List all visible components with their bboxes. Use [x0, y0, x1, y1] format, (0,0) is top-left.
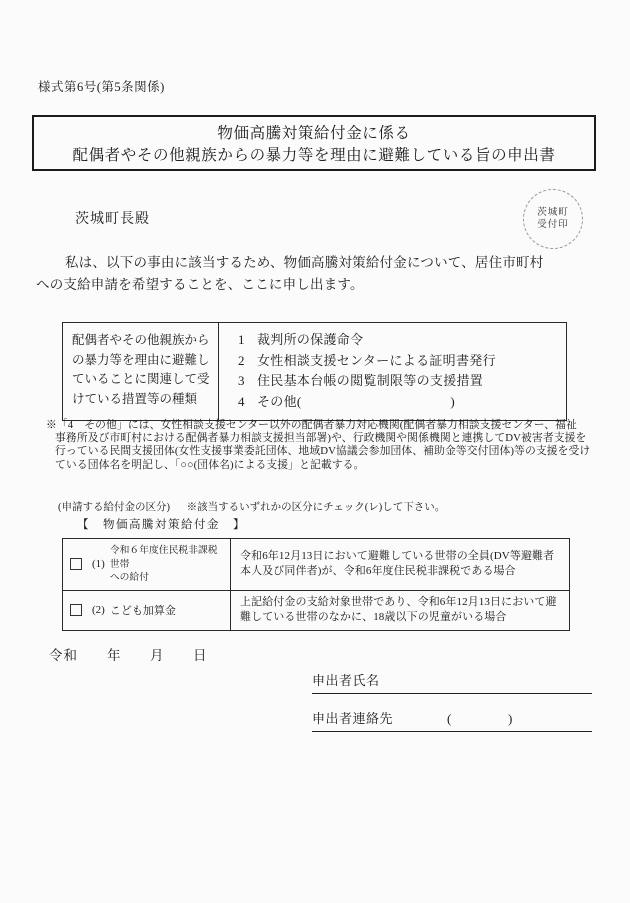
benefit-row-1-name: [110, 544, 227, 585]
measure-item-1: [219, 330, 558, 351]
measure-item-4: [219, 392, 558, 413]
benefit-row-1: [63, 539, 569, 590]
measure-item-3-number: 3: [238, 373, 245, 388]
measure-item-3: [219, 371, 558, 392]
intro-line1: 私は、以下の事由に該当するため、物価高騰対策給付金について、居住市町村: [65, 255, 544, 270]
date-year-label: 年: [107, 648, 122, 663]
measure-item-1-label: 裁判所の保護命令: [257, 332, 364, 347]
note-paragraph: [46, 419, 598, 472]
benefit-row-1-number: (1): [92, 558, 105, 571]
measures-header-cell: 配偶者やその他親族からの暴力等を理由に避難していることに関連して受けている措置等の種類: [63, 323, 219, 420]
benefits-table: [62, 538, 570, 631]
benefit-row-1-name-line1: 令和６年度住民税非課税世帯: [109, 545, 218, 570]
measures-table: [62, 322, 567, 421]
benefit-row-1-name-line2: への給付: [109, 572, 150, 583]
contact-paren-open: (: [447, 711, 452, 726]
benefit-row-1-description-text: 令和6年12月13日において避難している世帯の全員(DV等避難者本人及び同伴者)が、令和6年度住民税非課税である場合: [240, 549, 555, 578]
other-measure-fill-blank[interactable]: [302, 392, 451, 413]
measures-items-cell: [219, 323, 566, 420]
receipt-stamp-line1: 茨城町: [537, 207, 569, 218]
measure-item-1-number: 1: [238, 332, 245, 347]
measure-item-4-number: 4: [238, 393, 245, 409]
benefit-row-2-number: (2): [92, 604, 105, 616]
date-year-field[interactable]: [76, 644, 104, 660]
category-heading: 【 物価高騰対策給付金 】: [77, 519, 246, 531]
note-line1: ※「4 その他」には、女性相談支援センター以外の配偶者暴力対応機関(配偶者暴力相談支援センター、福祉: [46, 419, 577, 431]
intro-paragraph: [36, 252, 598, 295]
benefit-row-1-name-cell: [63, 539, 231, 590]
benefit-row-2: [63, 590, 569, 630]
benefit-row-2-name-cell: [63, 591, 231, 630]
measure-item-2-label: 女性相談支援センターによる証明書発行: [257, 352, 496, 368]
note-line3: 行っている民間支援団体(女性支援事業委託団体、地域DV協議会参加団体、補助金等交付団体)等の支援を受け: [55, 445, 591, 458]
date-day-field[interactable]: [166, 644, 190, 660]
category-section-label: [58, 499, 445, 514]
note-line2: 事務所及び市町村における配偶者暴力相談支援担当部署)や、行政機関や関係機関と連携してDV被害者支援を: [55, 432, 587, 445]
benefit-row-2-description: [231, 591, 569, 630]
date-day-label: 日: [193, 648, 208, 663]
measure-item-4-close-paren: ): [450, 393, 455, 409]
measure-item-2: [219, 351, 558, 372]
note-line4: ている団体名を明記し、「○○(団体名)による支援」と記載する。: [55, 458, 365, 471]
checkbox-benefit-2[interactable]: [70, 604, 82, 616]
applicant-contact-field[interactable]: [312, 706, 592, 732]
measure-item-4-label: その他(: [257, 393, 302, 409]
form-title-line2: 配偶者やその他親族からの暴力等を理由に避難している旨の申出書: [72, 147, 556, 164]
checkbox-benefit-1[interactable]: [70, 558, 82, 570]
category-check-instruction: ※該当するいずれかの区分にチェック(レ)して下さい。: [186, 502, 446, 513]
applicant-name-label: 申出者氏名: [312, 673, 380, 688]
measure-item-2-number: 2: [238, 352, 245, 368]
measure-item-3-label: 住民基本台帳の閲覧制限等の支援措置: [257, 373, 484, 388]
receipt-stamp-line2: 受付印: [537, 220, 569, 230]
form-title-line1: 物価高騰対策給付金に係る: [217, 125, 411, 142]
date-month-label: 月: [150, 648, 165, 663]
date-month-field[interactable]: [122, 644, 146, 660]
category-label-text: (申請する給付金の区分): [58, 502, 170, 513]
intro-line2: への支給申請を希望することを、ここに申し出ます。: [36, 276, 364, 292]
applicant-contact-label: 申出者連絡先: [312, 711, 394, 726]
form-number: 様式第6号(第5条関係): [38, 80, 165, 94]
benefit-row-2-description-text: 上記給付金の支給対象世帯であり、令和6年12月13日において避難している世帯のなかに、18歳以下の児童がいる場合: [240, 595, 557, 623]
date-era-label: 令和: [49, 648, 78, 663]
form-title-box: [32, 115, 596, 171]
date-line: [0, 644, 630, 664]
benefit-row-1-description: [231, 539, 569, 590]
receipt-stamp-circle: [523, 189, 583, 249]
contact-paren-close: ): [508, 711, 513, 726]
applicant-name-field[interactable]: [312, 668, 592, 694]
addressee: 茨城町長殿: [75, 212, 150, 227]
benefit-row-2-name: こども加算金: [109, 605, 176, 617]
